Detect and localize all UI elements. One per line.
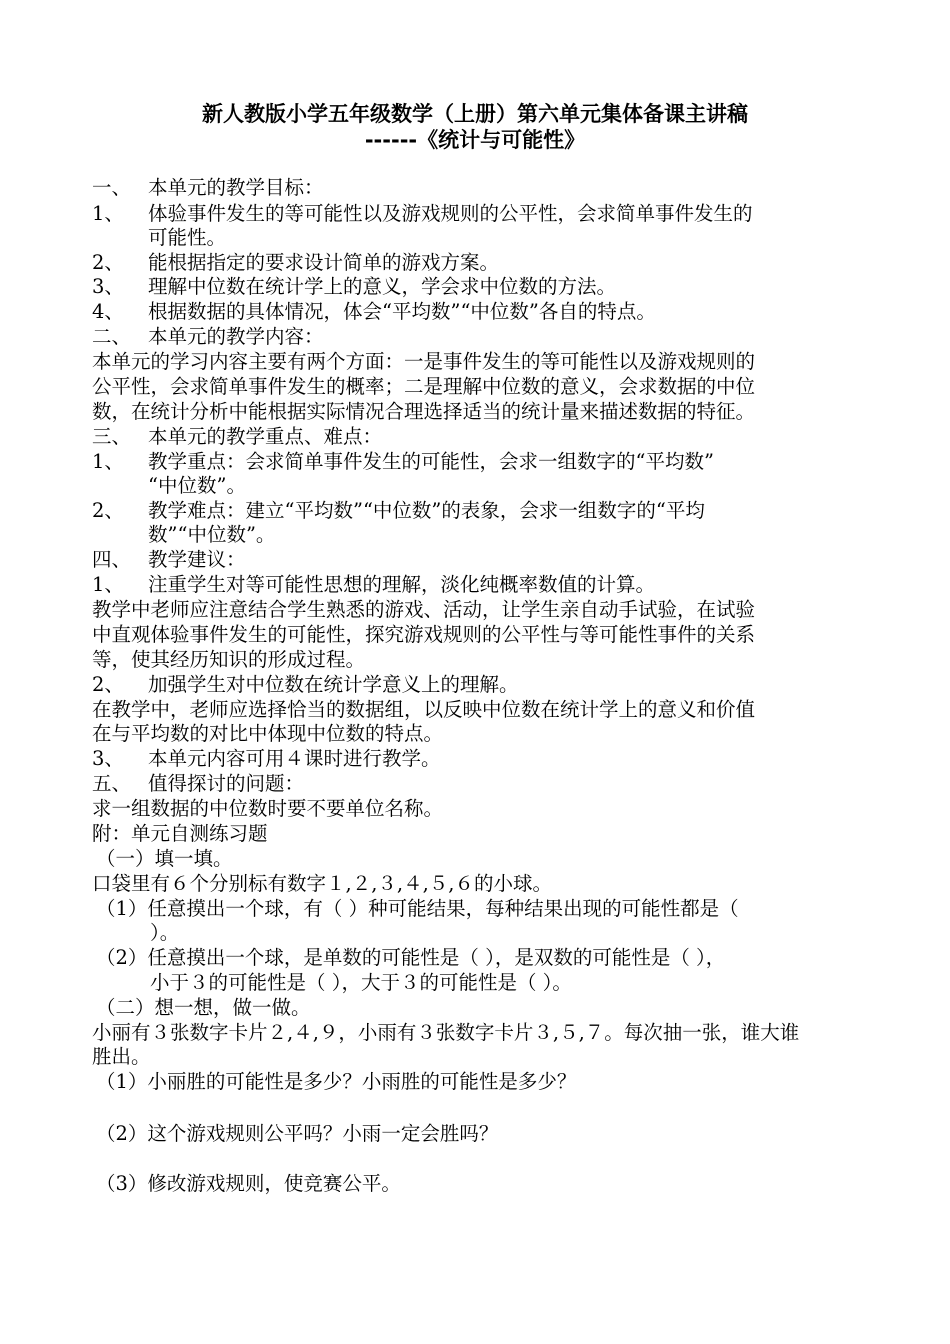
section-4-heading: 四、 教学建议： bbox=[92, 548, 246, 571]
paragraph-line: 中直观体验事件发生的可能性，探究游戏规则的公平性与等可能性事件的关系 bbox=[92, 623, 756, 646]
list-item: 1、 教学重点：会求简单事件发生的可能性，会求一组数字的“平均数” bbox=[92, 450, 714, 473]
part-2-heading: （二）想一想，做一做。 bbox=[96, 996, 311, 1019]
list-item: 2、 教学难点：建立“平均数”“中位数”的表象，会求一组数字的“平均 bbox=[92, 499, 705, 522]
list-item: 4、 根据数据的具体情况，体会“平均数”“中位数”各自的特点。 bbox=[92, 300, 656, 323]
list-item: 2、 加强学生对中位数在统计学意义上的理解。 bbox=[92, 673, 519, 696]
list-item-continuation: “中位数”。 bbox=[148, 474, 246, 497]
question-line: （1）任意摸出一个球，有（ ）种可能结果，每种结果出现的可能性都是（ bbox=[96, 897, 739, 920]
paragraph-line: 等，使其经历知识的形成过程。 bbox=[92, 648, 366, 671]
document-subtitle: ------《统计与可能性》 bbox=[364, 128, 586, 152]
question-continuation: ）。 bbox=[150, 921, 180, 944]
question-continuation: 小于３的可能性是（ ），大于３的可能性是（ ）。 bbox=[150, 971, 572, 994]
paragraph-line: 在教学中，老师应选择恰当的数据组，以反映中位数在统计学上的意义和价值 bbox=[92, 698, 756, 721]
list-item: 3、 理解中位数在统计学上的意义，学会求中位数的方法。 bbox=[92, 275, 617, 298]
paragraph-line: 公平性，会求简单事件发生的概率；二是理解中位数的意义，会求数据的中位 bbox=[92, 375, 756, 398]
section-2-heading: 二、 本单元的教学内容： bbox=[92, 325, 324, 348]
list-item: 3、 本单元内容可用４课时进行教学。 bbox=[92, 747, 441, 770]
paragraph-line: 口袋里有６个分别标有数字１,２,３,４,５,６的小球。 bbox=[92, 872, 552, 895]
paragraph-line: 胜出。 bbox=[92, 1045, 151, 1068]
question-line: （3）修改游戏规则，使竞赛公平。 bbox=[96, 1172, 401, 1195]
paragraph-line: 教学中老师应注意结合学生熟悉的游戏、活动，让学生亲自动手试验，在试验 bbox=[92, 598, 756, 621]
part-1-heading: （一）填一填。 bbox=[96, 847, 233, 870]
appendix-heading: 附：单元自测练习题 bbox=[92, 822, 268, 845]
paragraph-line: 数，在统计分析中能根据实际情况合理选择适当的统计量来描述数据的特征。 bbox=[92, 400, 756, 423]
section-1-heading: 一、 本单元的教学目标： bbox=[92, 176, 324, 199]
paragraph-line: 小丽有３张数字卡片２,４,９，小雨有３张数字卡片３,５,７。每次抽一张，谁大谁 bbox=[92, 1021, 800, 1044]
document-title: 新人教版小学五年级数学（上册）第六单元集体备课主讲稿 bbox=[202, 102, 748, 126]
list-item: 1、 注重学生对等可能性思想的理解，淡化纯概率数值的计算。 bbox=[92, 573, 656, 596]
question-line: （2）任意摸出一个球，是单数的可能性是（ ），是双数的可能性是（ ）， bbox=[96, 946, 726, 969]
list-item: 1、 体验事件发生的等可能性以及游戏规则的公平性，会求简单事件发生的 bbox=[92, 202, 753, 225]
list-item-continuation: 可能性。 bbox=[148, 226, 227, 249]
list-item-continuation: 数”“中位数”。 bbox=[148, 523, 276, 546]
paragraph-line: 本单元的学习内容主要有两个方面：一是事件发生的等可能性以及游戏规则的 bbox=[92, 350, 756, 373]
paragraph-line: 求一组数据的中位数时要不要单位名称。 bbox=[92, 797, 444, 820]
question-line: （2）这个游戏规则公平吗？小雨一定会胜吗？ bbox=[96, 1122, 499, 1145]
section-3-heading: 三、 本单元的教学重点、难点： bbox=[92, 425, 383, 448]
question-line: （1）小丽胜的可能性是多少？小雨胜的可能性是多少？ bbox=[96, 1070, 577, 1093]
paragraph-line: 在与平均数的对比中体现中位数的特点。 bbox=[92, 722, 444, 745]
section-5-heading: 五、 值得探讨的问题： bbox=[92, 772, 305, 795]
list-item: 2、 能根据指定的要求设计简单的游戏方案。 bbox=[92, 251, 500, 274]
